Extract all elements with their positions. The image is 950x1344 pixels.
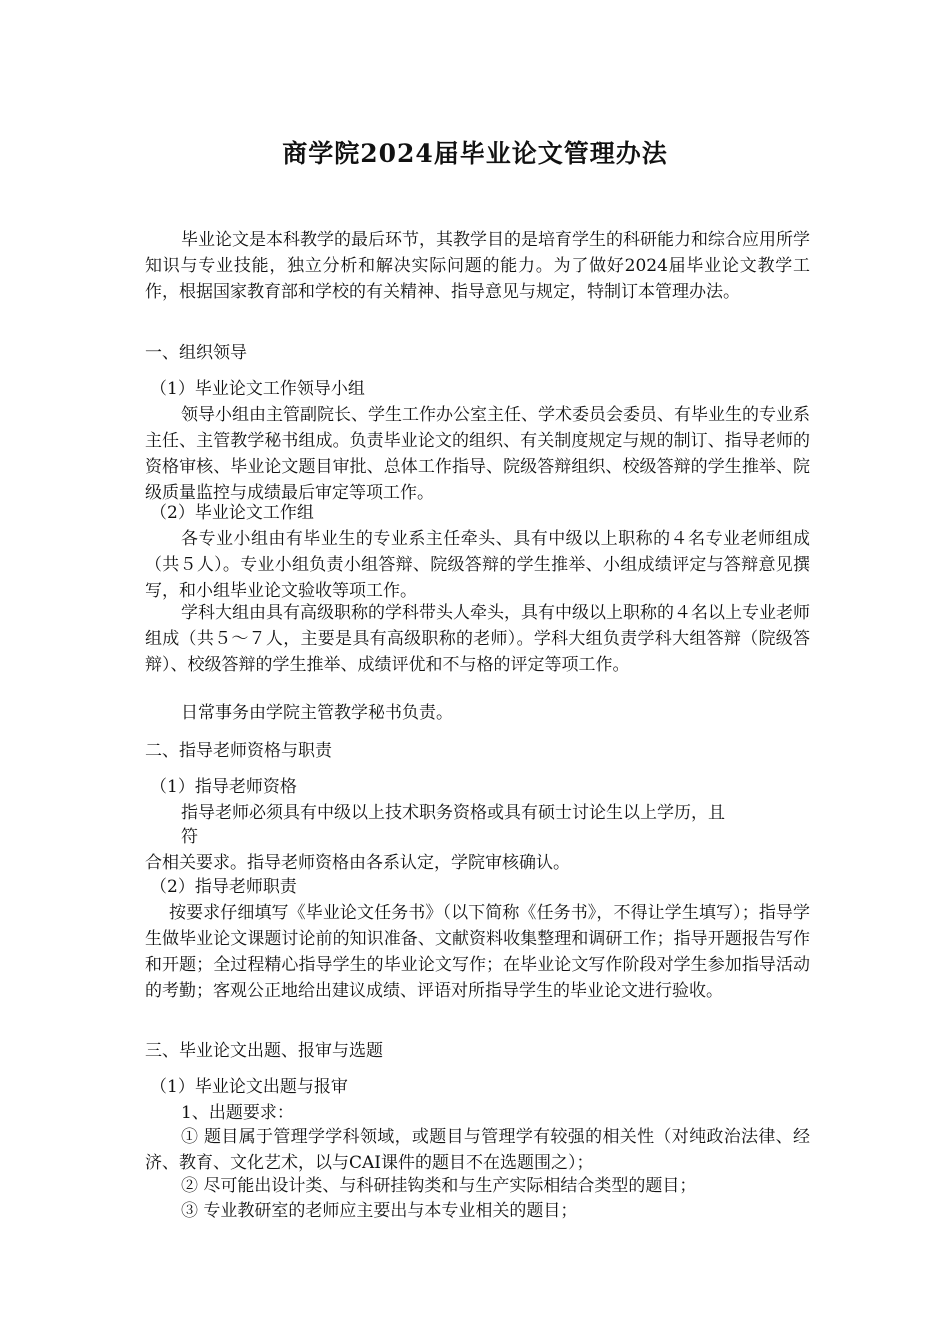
body-paragraph: 领导小组由主管副院长、学生工作办公室主任、学术委员会委员、有毕业生的专业系主任、主管教学秘书组成。负责毕业论文的组织、有关制度规定与规的制订、指导老师的资格审核、毕业论文题目审批、总体工作指导、院级答辩组织、校级答辩的学生推举、院级质量监控与成绩最后审定等项工作。 <box>145 405 810 503</box>
body-paragraph: 学科大组由具有高级职称的学科带头人牵头，具有中级以上职称的４名以上专业老师组成（共５～７人，主要是具有高级职称的老师）。学科大组负责学科大组答辩（院级答辩）、校级答辩的学生推举、成绩评优和不与格的评定等项工作。 <box>145 603 810 675</box>
body-paragraph: 日常事务由学院主管教学秘书负责。 <box>181 703 453 723</box>
list-item: ② 尽可能出设计类、与科研挂钩类和与生产实际相结合类型的题目； <box>181 1176 697 1196</box>
subsection-heading: （2）指导老师职责 <box>150 877 297 897</box>
list-item: ① 题目属于管理学学科领域，或题目与管理学有较强的相关性（对纯政治法律、经济、教育、文化艺术，以与CAI课件的题目不在选题围之）； <box>145 1127 810 1173</box>
section-heading: 三、毕业论文出题、报审与选题 <box>145 1041 383 1061</box>
subsection-heading: （1）指导老师资格 <box>150 777 297 797</box>
section-heading: 二、指导老师资格与职责 <box>145 741 332 761</box>
subsection-heading: （1）毕业论文工作领导小组 <box>150 379 365 399</box>
document-title: 商学院2024届毕业论文管理办法 <box>282 139 668 168</box>
intro-paragraph: 毕业论文是本科教学的最后环节，其教学目的是培育学生的科研能力和综合应用所学知识与专业技能，独立分析和解决实际问题的能力。为了做好2024届毕业论文教学工作，根据国家教育部和学校的有关精神、指导意见与规定，特制订本管理办法。 <box>145 230 810 302</box>
body-line: 合相关要求。指导老师资格由各系认定，学院审核确认。 <box>145 853 570 873</box>
section-heading: 一、组织领导 <box>145 343 247 363</box>
body-paragraph: 按要求仔细填写《毕业论文任务书》（以下简称《任务书》，不得让学生填写）；指导学生做毕业论文课题讨论前的知识准备、文献资料收集整理和调研工作；指导开题报告写作和开题；全过程精心指导学生的毕业论文写作；在毕业论文写作阶段对学生参加指导活动的考勤；客观公正地给出建议成绩、评语对所指导学生的毕业论文进行验收。 <box>145 903 810 1001</box>
body-line: 符 <box>181 827 198 847</box>
body-line: 指导老师必须具有中级以上技术职务资格或具有硕士讨论生以上学历，且 <box>181 803 725 823</box>
list-item: 1、出题要求： <box>181 1103 294 1123</box>
subsection-heading: （2）毕业论文工作组 <box>150 503 314 523</box>
subsection-heading: （1）毕业论文出题与报审 <box>150 1077 348 1097</box>
list-item: ③ 专业教研室的老师应主要出与本专业相关的题目； <box>181 1201 578 1221</box>
body-paragraph: 各专业小组由有毕业生的专业系主任牵头、具有中级以上职称的４名专业老师组成（共５人）。专业小组负责小组答辩、院级答辩的学生推举、小组成绩评定与答辩意见撰写，和小组毕业论文验收等项工作。 <box>145 529 810 601</box>
